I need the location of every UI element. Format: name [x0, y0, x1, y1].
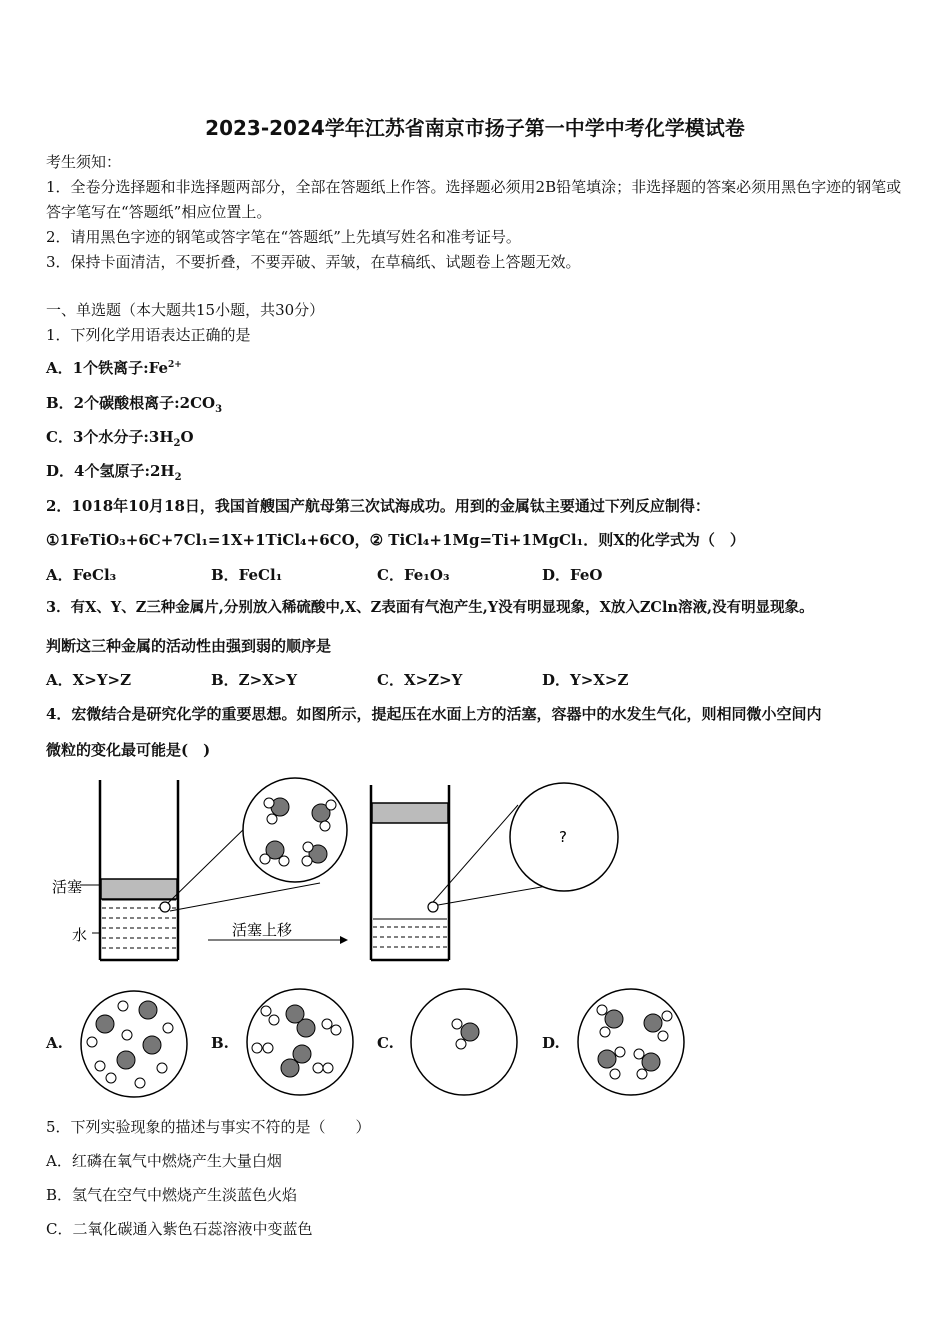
notice-item-2: 2．请用黑色字迹的钢笔或答字笔在“答题纸”上先填写姓名和准考证号。 — [46, 228, 521, 246]
q1-stem: 1．下列化学用语表达正确的是 — [46, 326, 251, 344]
notice-item-3: 3．保持卡面清洁，不要折叠，不要弄破、弄皱，在草稿纸、试题卷上答题无效。 — [46, 253, 581, 271]
q4-option-a-label: A. — [46, 1034, 63, 1052]
q3-option-c: C．X>Z>Y — [377, 671, 463, 689]
q4-option-d-diagram — [575, 986, 687, 1098]
q1-option-b: B．2个碳酸根离子$:2CO_3$ — [46, 394, 223, 415]
q2-option-a: A．FeCl₃ — [46, 566, 117, 584]
q4-option-b-diagram — [244, 986, 356, 1098]
right-container — [371, 785, 449, 960]
q3-stem-2: 判断这三种金属的活动性由强到弱的顺序是 — [46, 637, 332, 655]
q1-option-d: D．4个氢原子$:2H_2$ — [46, 462, 182, 483]
q3-option-a: A．X>Y>Z — [46, 671, 132, 689]
q4-diagram — [40, 775, 630, 975]
q5-stem: 5．下列实验现象的描述与事实不符的是（ ） — [46, 1118, 371, 1136]
q4-option-a-diagram — [78, 988, 190, 1100]
q5-option-b: B．氢气在空气中燃烧产生淡蓝色火焰 — [46, 1186, 298, 1204]
left-container — [80, 780, 178, 960]
q4-option-b-label: B. — [211, 1034, 229, 1052]
q2-equation: ①1FeTiO₃+6C+7Cl₁=1X+1TiCl₄+6CO，② TiCl₄+1Mg=Ti+1MgCl₁．则X的化学式为（ ） — [46, 531, 745, 549]
q4-option-c-diagram — [408, 986, 520, 1098]
q2-option-d: D．FeO — [542, 566, 603, 584]
q1-option-a: A．1个铁离子$:Fe^{2+}$ — [46, 359, 182, 377]
page-title: 2023-2024学年江苏省南京市扬子第一中学中考化学模试卷 — [205, 116, 745, 140]
q1-option-c: C．3个水分子$:3H_2O$ — [46, 428, 194, 449]
q4-option-c-label: C. — [377, 1034, 394, 1052]
q2-option-c: C．Fe₁O₃ — [377, 566, 450, 584]
q4-stem: 4．宏微结合是研究化学的重要思想。如图所示，提起压在水面上方的活塞，容器中的水发生气化，则相同微小空间内 — [46, 705, 822, 723]
q4-option-d-label: D. — [542, 1034, 560, 1052]
q3-stem: 3．有X、Y、Z三种金属片,分别放入稀硫酸中,X、Z表面有气泡产生,Y没有明显现象，X放入ZCln溶液,没有明显现象。 — [46, 599, 814, 616]
water-label: 水 — [72, 926, 88, 944]
q2-stem: 2．1018年10月18日，我国首艘国产航母第三次试海成功。用到的金属钛主要通过下列反应制得： — [46, 497, 710, 515]
piston — [101, 879, 177, 899]
arrow-label: 活塞上移 — [232, 921, 293, 939]
q5-option-c: C．二氧化碳通入紫色石蕊溶液中变蓝色 — [46, 1220, 313, 1238]
piston-label: 活塞 — [52, 878, 83, 896]
notice-heading: 考生须知： — [46, 153, 122, 171]
zoom-circle-liquid — [243, 778, 347, 882]
q3-option-d: D．Y>X>Z — [542, 671, 629, 689]
q4-stem-2: 微粒的变化最可能是( ) — [46, 741, 211, 759]
q3-option-b: B．Z>X>Y — [211, 671, 298, 689]
q2-option-b: B．FeCl₁ — [211, 566, 283, 584]
question-mark: ? — [559, 828, 567, 846]
q5-option-a: A．红磷在氧气中燃烧产生大量白烟 — [46, 1152, 282, 1170]
notice-item-1: 1．全卷分选择题和非选择题两部分，全部在答题纸上作答。选择题必须用2B铅笔填涂；非选择题的答案必须用黑色字迹的钢笔或答字笔写在“答题纸”相应位置上。 — [46, 178, 902, 221]
section-heading: 一、单选题（本大题共15小题，共30分） — [46, 301, 325, 319]
